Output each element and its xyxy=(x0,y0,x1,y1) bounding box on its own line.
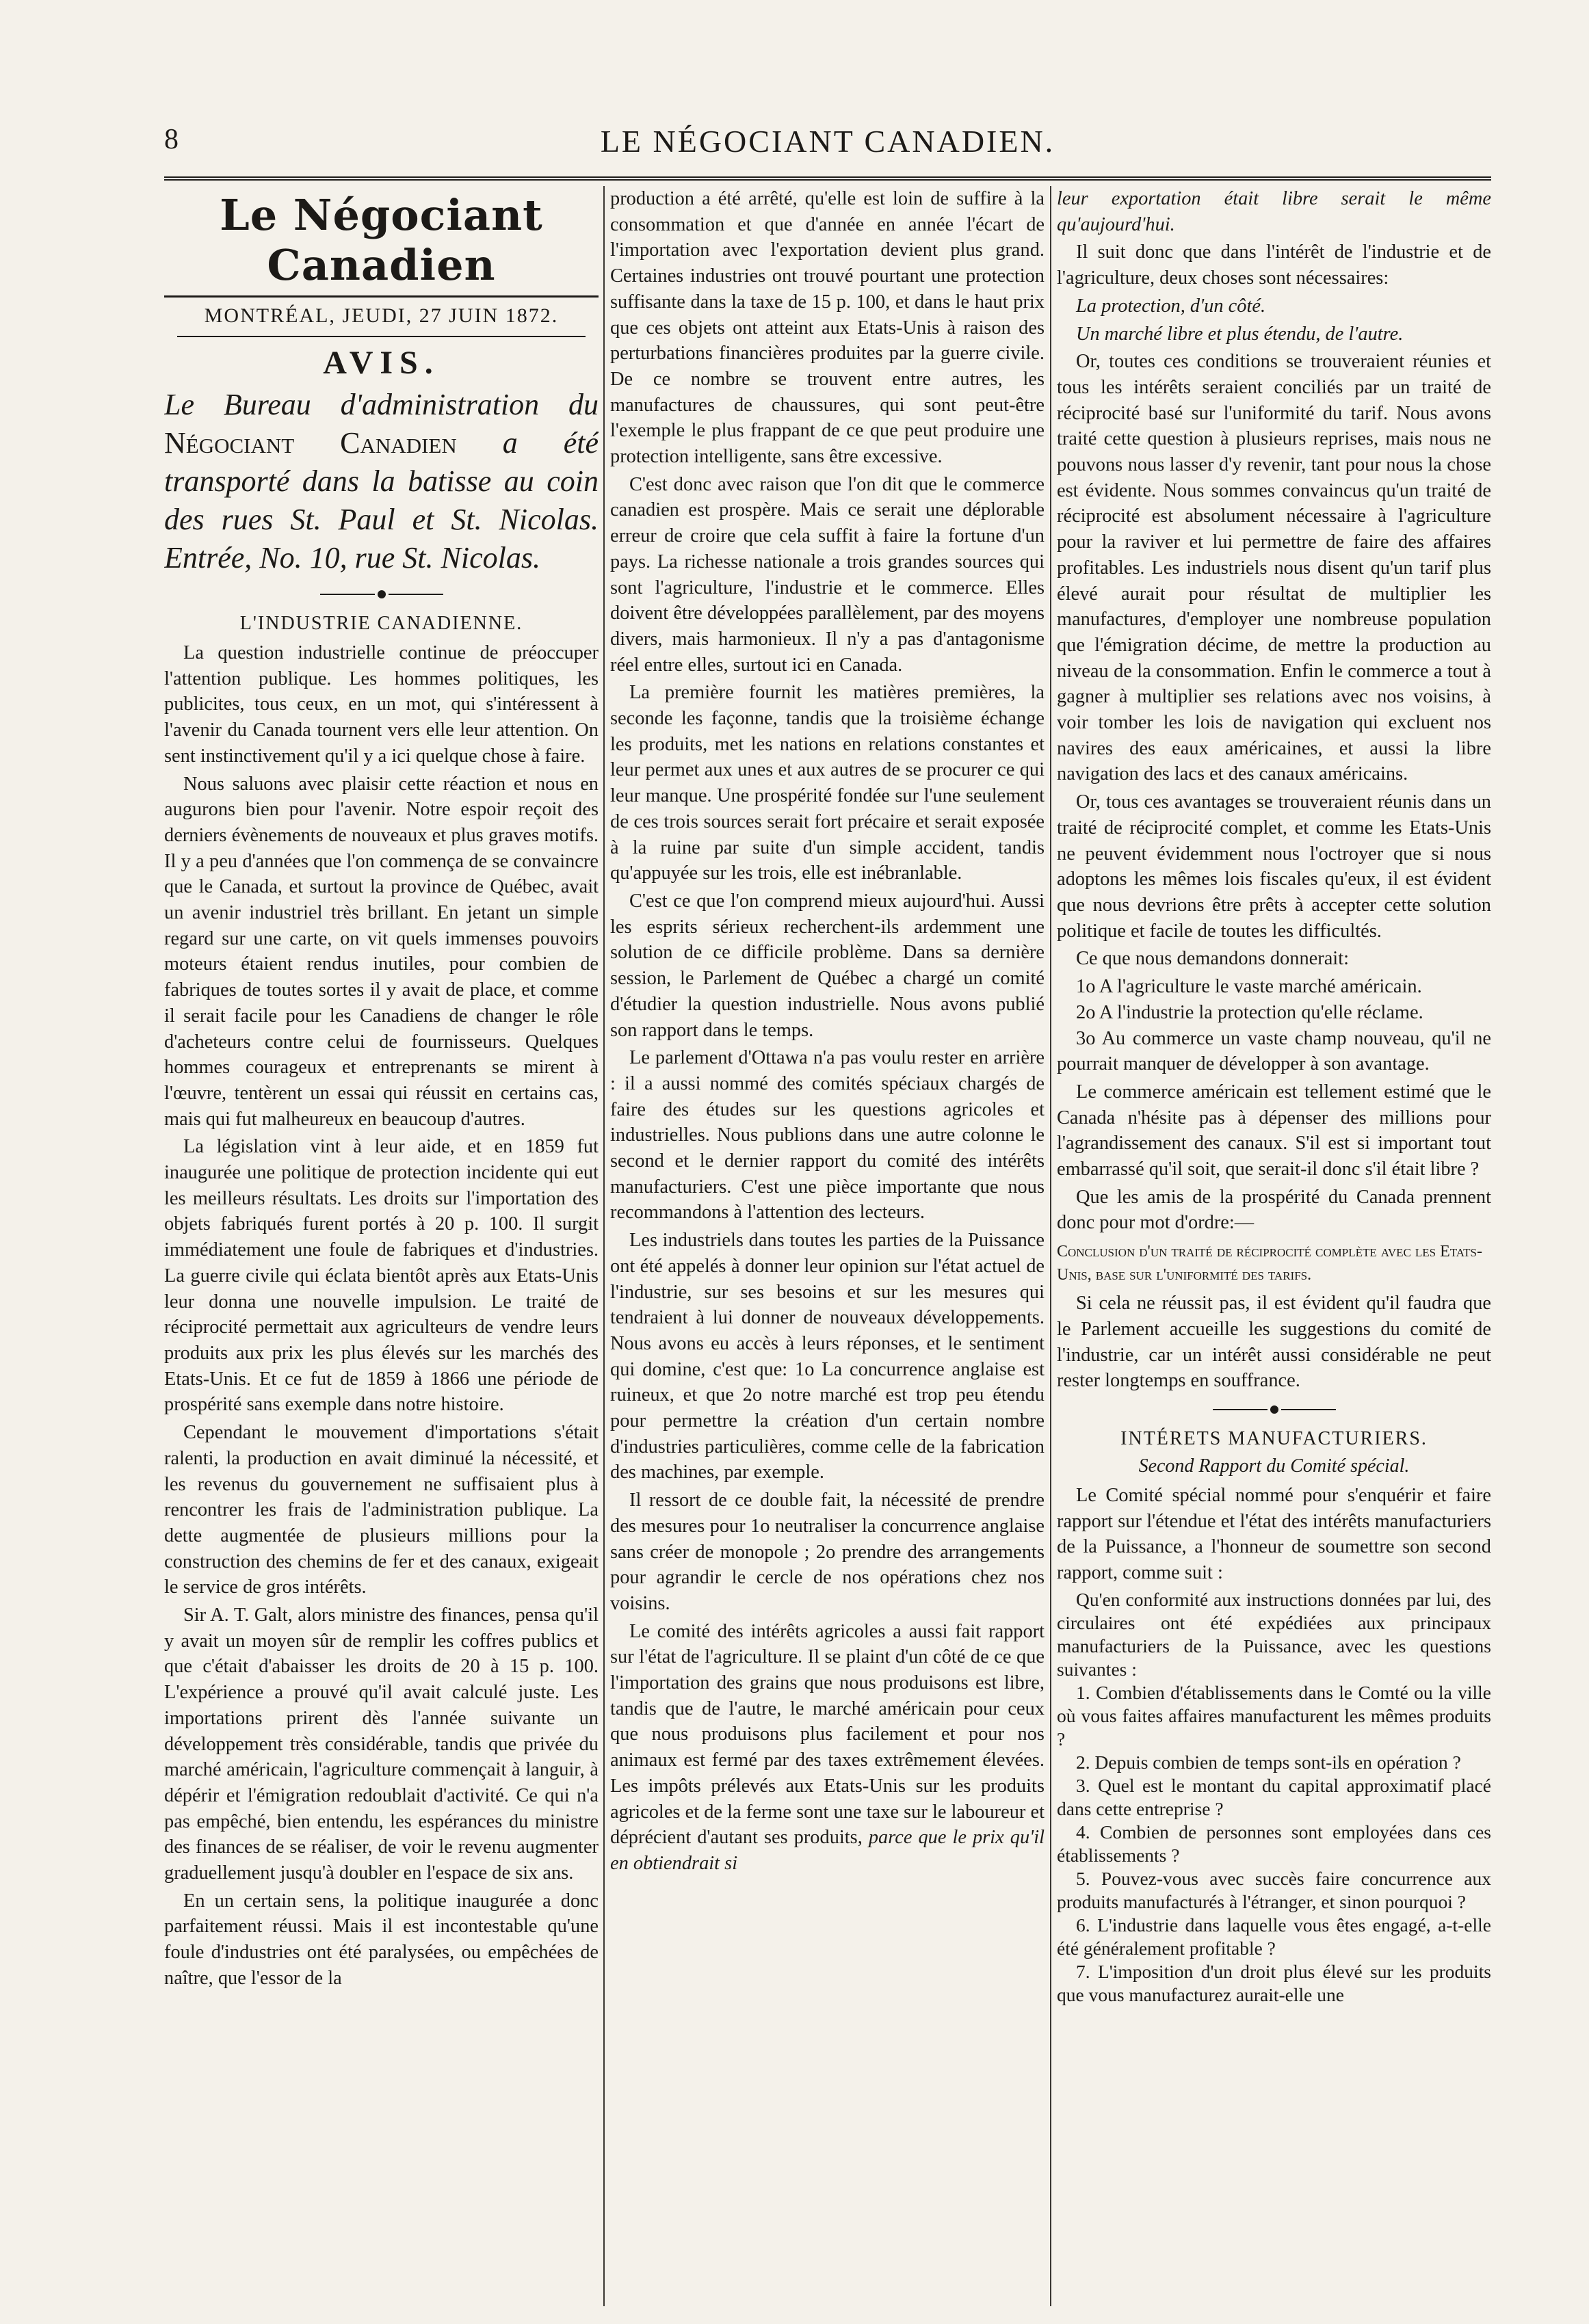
running-title: LE NÉGOCIANT CANADIEN. xyxy=(600,124,1055,159)
paragraph: Le commerce américain est tellement estimé que le Canada n'hésite pas à dépenser des millions pour l'agrandissement des canaux. S'il est si important tout embarrassé qu'il soit, que serait-il donc s'il était libre ? xyxy=(1057,1081,1491,1180)
ornament-divider xyxy=(164,584,599,602)
paragraph: Le Comité spécial nommé pour s'enquérir et faire rapport sur l'étendue et l'état des intérêts manufacturiers de la Puissance, a l'honneur de soumettre son second rapport, comme suit : xyxy=(1057,1484,1491,1584)
paragraph: La première fournit les matières premières, la seconde les façonne, tandis que la troisième échange les produits, met les nations en relations constantes et leur permet aux unes et aux autres de se procurer ce qui leur manque. Une prospérité fondée sur l'une seulement de ces trois sources serait fort précaire et serait exposée à la ruine par suite d'un simple accident, tandis qu'appuyée sur les trois, elle est inébranlable. xyxy=(610,682,1045,884)
paragraph: Nous saluons avec plaisir cette réaction et nous en augurons bien pour l'avenir. Notre espoir reçoit des derniers évènements de nouveaux et plus graves motifs. Il y a peu d'années que l'on commença de se convaincre que le Canada, et surtout la province de Québec, avait un avenir industriel très brillant. En jetant un simple regard sur une carte, on vit quels immenses pouvoirs moteurs étaient rendus inutiles, pour combien de fabriques de toutes sortes il y avait de place, et comme il serait facile pour les Canadiens de changer le rôle d'acheteurs contre celui de fournisseurs. Quelques hommes courageux et entreprenants se mirent à l'œuvre, tentèrent un essai qui réussit en certains cas, mais qui fut malheureux en beaucoup d'autres. xyxy=(164,773,599,1130)
question-list xyxy=(1057,1588,1491,2007)
paragraph: Le parlement d'Ottawa n'a pas voulu rester en arrière : il a aussi nommé des comités spéciaux chargés de faire des études sur les questions agricoles et industrielles. Nous publions dans une autre colonne le second et le dernier rapport du comité des intérêts manufacturiers. C'est une pièce importante que nous recommandons à l'attention des lecteurs. xyxy=(610,1047,1045,1224)
paragraph: C'est ce que l'on comprend mieux aujourd'hui. Aussi les esprits sérieux recherchent-ils ardemment une solution de ce difficile problème. Dans sa dernière session, le Parlement de Québec a chargé un comité d'étudier la question industrielle. Nous avons publié son rapport dans le temps. xyxy=(610,890,1045,1041)
paragraph-text: Le comité des intérêts agricoles a aussi fait rapport sur l'état de l'agriculture. Il se plaint d'un côté de ce que l'importation des grains que nous produisons est libre, tandis que de l'autre, le marché américain pour ceux que nous produisons plus facilement et pour nos animaux est fermé par des taxes extrêmement élevées. Les impôts prélevés aux Etats-Unis sur les produits agricoles et de la ferme sont une taxe sur le laboureur et déprécient d'autant ses produits, xyxy=(610,1620,1045,1849)
list-item: 2. Depuis combien de temps sont-ils en opération ? xyxy=(1076,1751,1461,1773)
paragraph: Sir A. T. Galt, alors ministre des finances, pensa qu'il y avait un moyen sûr de remplir les coffres publics et que c'était d'abaisser les droits de 20 à 15 p. 100. L'expérience a prouvé qu'il avait calculé juste. Les importations prirent dès l'année suivante un développement très considérable, tandis que privée du marché américain, l'agriculture commençait à languir, à dépérir et l'émigration redoublait d'activité. Ce qui n'a pas empêché, bien entendu, les espérances du ministre des finances de se réaliser, de voir le revenu augmenter graduellement jusqu'à doubler en l'espace de six ans. xyxy=(164,1605,599,1884)
paragraph: Ce que nous demandons donnerait: xyxy=(1076,948,1349,970)
list-item: 3. Quel est le montant du capital approximatif placé dans cette entreprise ? xyxy=(1057,1774,1491,1819)
paragraph: C'est donc avec raison que l'on dit que le commerce canadien est prospère. Mais ce serait une déplorable erreur de croire que cela suffit à faire la fortune d'un pays. La richesse nationale a trois grandes sources qui sont l'agriculture, l'industrie et le commerce. Elles doivent être développées parallèlement, par des moyens divers, mais harmonieux. Il n'y a pas d'antagonisme réel entre elles, surtout ici en Canada. xyxy=(610,473,1045,676)
paragraph: Or, tous ces avantages se trouveraient réunis dans un traité de réciprocité complet, et comme les Etats-Unis ne peuvent évidemment nous l'octroyer que si nous adoptons les mêmes lois fiscales qu'eux, il est évident que nous devrions être prêts à accepter cette solution politique et facile de toutes les difficultés. xyxy=(1057,791,1491,942)
paragraph xyxy=(610,1619,1045,1877)
notice-text: a été transporté dans la batisse au coin des rues St. Paul et St. Nicolas. Entrée, No. 10, rue St. Nicolas. xyxy=(164,426,599,575)
ornament-divider xyxy=(1057,1399,1491,1417)
paragraph: La législation vint à leur aide, et en 1859 fut inaugurée une politique de protection incidente qui eut les meilleurs résultats. Les droits sur l'importation des objets fabriqués furent portés à 20 p. 100. Il surgit immédiatement une foule de fabriques et d'industries. La guerre civile qui éclata bientôt après aux Etats-Unis leur donna une nouvelle impulsion. Le traité de réciprocité permettait aux agriculteurs de vendre leurs produits aux prix les plus élevés sur les marchés des Etats-Unis. Et ce fut de 1859 à 1866 une période de prospérité sans exemple dans notre histoire. xyxy=(164,1136,599,1416)
article-title: L'INDUSTRIE CANADIENNE. xyxy=(239,613,523,634)
header-rule xyxy=(164,176,1491,181)
column-divider xyxy=(1050,186,1051,2306)
column-1 xyxy=(164,186,599,2320)
list-item: 7. L'imposition d'un droit plus élevé sur les produits que vous manufacturez aurait-elle une xyxy=(1057,1960,1491,2005)
article-subtitle: Second Rapport du Comité spécial. xyxy=(1138,1455,1410,1477)
column-divider xyxy=(603,186,605,2306)
page-number: 8 xyxy=(164,124,179,155)
list-item: 6. L'industrie dans laquelle vous êtes engagé, a-t-elle été généralement profitable ? xyxy=(1057,1914,1491,1959)
slogan: Conclusion d'un traité de réciprocité complète avec les Etats-Unis, base sur l'uniformité des tarifs. xyxy=(1057,1243,1482,1284)
dateline: MONTRÉAL, JEUDI, 27 JUIN 1872. xyxy=(204,304,559,327)
list-item: 2o A l'industrie la protection qu'elle réclame. xyxy=(1076,1001,1423,1023)
paragraph: Qu'en conformité aux instructions données par lui, des circulaires ont été expédiées aux principaux manufacturiers de la Puissance, avec les questions suivantes : xyxy=(1057,1588,1491,1680)
paragraph: Il suit donc que dans l'intérêt de l'industrie et de l'agriculture, deux choses sont nécessaires: xyxy=(1057,241,1491,289)
paragraph: En un certain sens, la politique inaugurée a donc parfaitement réussi. Mais il est incontestable qu'une foule d'industries ont été paralysées, ou empêchées de naître, que l'essor de la xyxy=(164,1890,599,1989)
column-3 xyxy=(1057,186,1491,2320)
article-body xyxy=(164,640,599,1992)
paragraph: Que les amis de la prospérité du Canada prennent donc pour mot d'ordre:— xyxy=(1057,1186,1491,1234)
paragraph: leur exportation était libre serait le même qu'aujourd'hui. xyxy=(1057,188,1491,235)
paragraph: Cependant le mouvement d'importations s'était ralenti, la production en avait diminué la nécessité, et les revenus du gouvernement ne suffisaient plus à rencontrer les frais de l'administration publique. La dette augmentée de plusieurs millions pour la construction des chemins de fer et des canaux, exigeait le service de gros intérêts. xyxy=(164,1422,599,1598)
list-item: 1o A l'agriculture le vaste marché américain. xyxy=(1076,976,1422,998)
paragraph: Il ressort de ce double fait, la nécessité de prendre des mesures pour 1o neutraliser la concurrence anglaise sans créer de monopole ; 2o prendre des arrangements pour agrandir le cercle de nos opérations chez nos voisins. xyxy=(610,1490,1045,1614)
notice-title: AVIS. xyxy=(323,345,440,381)
notice-text: Le Bureau d'administration du xyxy=(164,388,599,421)
paragraph: Un marché libre et plus étendu, de l'autre. xyxy=(1076,323,1404,345)
paragraph-italic-text: parce que le prix qu'il en obtiendrait si xyxy=(610,1827,1045,1874)
notice-newspaper-name: Négociant Canadien xyxy=(164,426,457,460)
paragraph: La protection, d'un côté. xyxy=(1076,295,1266,317)
divider xyxy=(177,336,586,337)
list-item: 4. Combien de personnes sont employées dans ces établissements ? xyxy=(1057,1821,1491,1866)
column-2 xyxy=(610,186,1045,2320)
paragraph: Si cela ne réussit pas, il est évident qu'il faudra que le Parlement accueille les suggestions du comité de l'industrie, car un intérêt aussi considérable ne peut rester longtemps en souffrance. xyxy=(1057,1293,1491,1392)
masthead-rule xyxy=(164,295,599,298)
list-item: 5. Pouvez-vous avec succès faire concurrence aux produits manufacturés à l'étranger, et sinon pourquoi ? xyxy=(1057,1867,1491,1912)
list-item: 1. Combien d'établissements dans le Comté ou la ville où vous faites affaires manufacturent les mêmes produits ? xyxy=(1057,1681,1491,1749)
paragraph: 3o Au commerce un vaste champ nouveau, qu'il ne pourrait manquer de développer à son avantage. xyxy=(1057,1027,1491,1075)
page-header xyxy=(164,123,1491,171)
notice-body xyxy=(164,386,599,577)
paragraph: Or, toutes ces conditions se trouveraient réunies et tous les intérêts seraient conciliés par un traité de réciprocité basé sur l'uniformité du tarif. Nous avons traité cette question à plusieurs reprises, mais nous ne pouvons nous lasser d'y revenir, tant pour nous la chose est évidente. Nous sommes convaincus qu'un traité de réciprocité est absolument nécessaire à l'agriculture pour la raviver et lui permettre de faire des affaires profitables. Les industriels nous disent qu'un tarif plus élevé aurait pour résultat de multiplier les manufactures, d'employer une nombreuse population que l'émigration décime, de mettre la production au niveau de la consommation. Enfin le commerce a tout à gagner à multiplier ses relations avec nos voisins, à voir tomber les lois de navigation qui excluent nos navires des eaux américaines, et aussi la libre navigation des lacs et des canaux américains. xyxy=(1057,351,1491,785)
article-title: INTÉRETS MANUFACTURIERS. xyxy=(1120,1427,1428,1449)
masthead-title: Le Négociant Canadien xyxy=(220,190,543,290)
paragraph: Les industriels dans toutes les parties de la Puissance ont été appelés à donner leur opinion sur l'état actuel de l'industrie, sur ses besoins et sur les mesures qui tendraient à lui donner de nouveaux développements. Nous avons eu accès à leurs réponses, et le sentiment qui domine, c'est que: 1o La concurrence anglaise est ruineux, et que 2o notre marché est trop peu étendu pour permettre la création d'un certain nombre d'industries particulières, comme celle de la fabrication des machines, par exemple. xyxy=(610,1230,1045,1483)
paragraph: production a été arrêté, qu'elle est loin de suffire à la consommation et que d'année en année l'écart de l'importation avec l'exportation devient plus grand. Certaines industries ont trouvé pourtant une protection suffisante dans la taxe de 15 p. 100, et dans le haut prix que ces objets ont atteint aux Etats-Unis à raison des perturbations financières produites par la guerre civile. De ce nombre se trouvent entre autres, les manufactures de chaussures, qui sont peut-être l'exemple le plus frappant de ce que peut produire une protection intelligente, sans être excessive. xyxy=(610,188,1045,468)
paragraph: La question industrielle continue de préoccuper l'attention publique. Les hommes politiques, les publicites, tous ceux, en un mot, qui s'intéressent à l'avenir du Canada tournent vers elle leur attention. On sent instinctivement qu'il y a ici quelque chose à faire. xyxy=(164,642,599,767)
